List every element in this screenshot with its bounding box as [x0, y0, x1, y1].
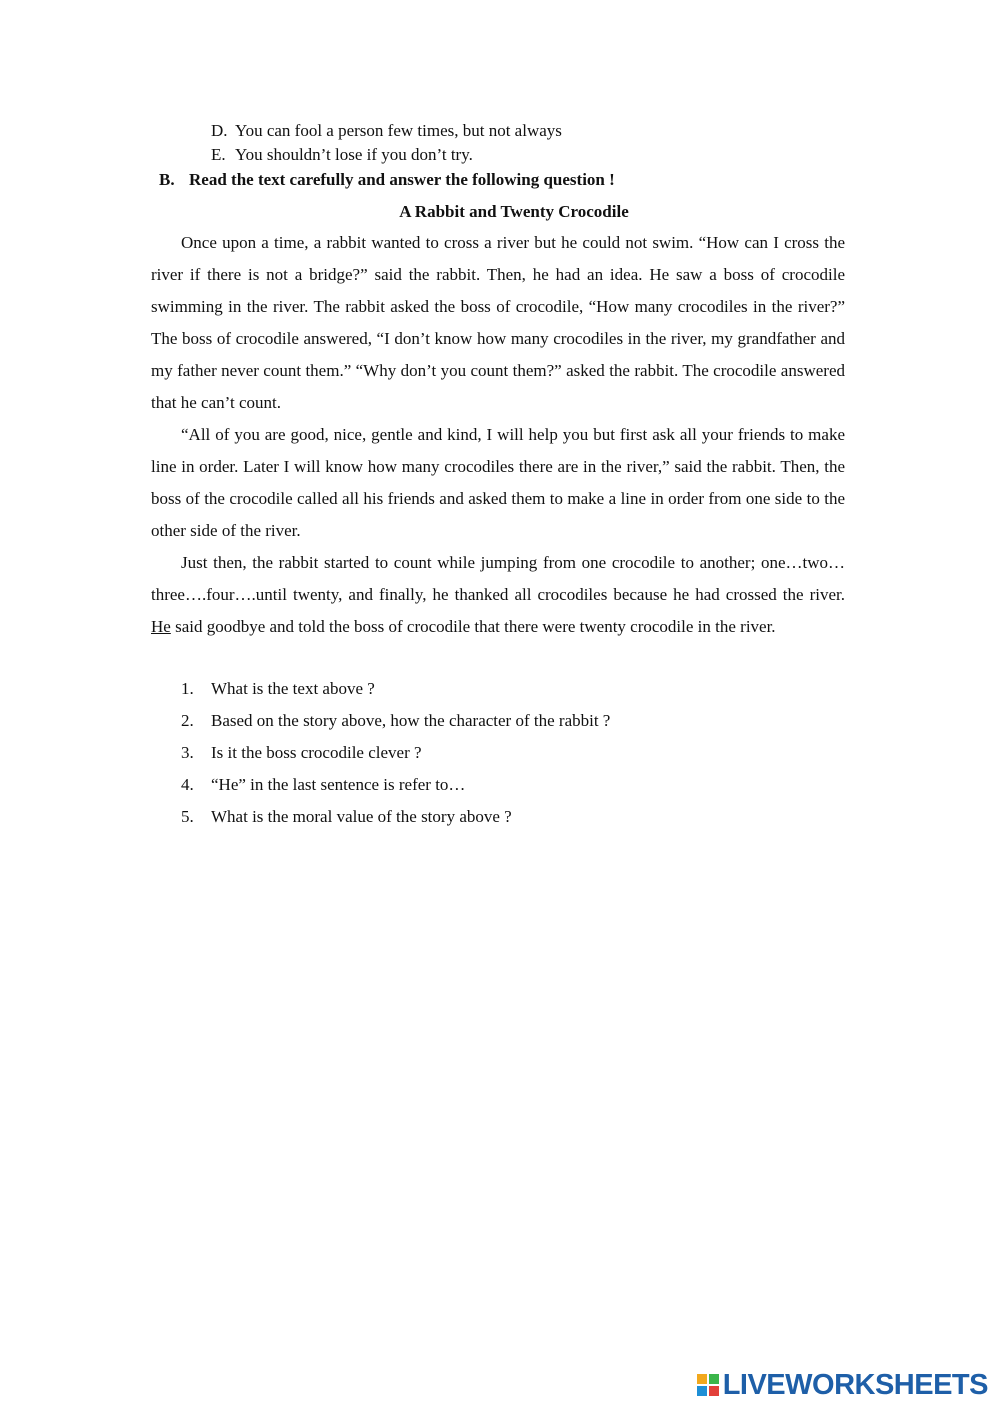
story-paragraph-2: “All of you are good, nice, gentle and kind, I will help you but first ask all your friends to make line in order. Later I will know how many crocodiles there are in the river,” said the rabbit. Then, the boss of the crocodile called all his friends and asked them to make a line in order from one side to the other side of the river.: [151, 425, 845, 540]
question-number: 1.: [181, 679, 194, 698]
question-text: Based on the story above, how the character of the rabbit ?: [211, 711, 611, 730]
option-letter: D.: [211, 121, 228, 140]
liveworksheets-logo-icon: [697, 1374, 719, 1396]
option-text: You can fool a person few times, but not always: [235, 121, 562, 140]
story-paragraph-1: Once upon a time, a rabbit wanted to cross a river but he could not swim. “How can I cross the river if there is not a bridge?” said the rabbit. Then, he had an idea. He saw a boss of crocodile swimming in the river. The rabbit asked the boss of crocodile, “How many crocodiles in the river?” The boss of crocodile answered, “I don’t know how many crocodiles in the river, my grandfather and my father never count them.” “Why don’t you count them?” asked the rabbit. The crocodile answered that he can’t count.: [151, 233, 845, 412]
option-e: [211, 143, 562, 167]
question-text: What is the text above ?: [211, 679, 375, 698]
brand-name: LIVEWORKSHEETS: [722, 1368, 988, 1401]
story-title: A Rabbit and Twenty Crocodile: [399, 202, 629, 221]
story-paragraph-3: [151, 547, 845, 643]
section-letter: B.: [159, 170, 175, 189]
question-number: 4.: [181, 775, 194, 794]
option-d: [211, 119, 562, 143]
liveworksheets-brand: [697, 1370, 988, 1400]
question-item: [181, 801, 610, 833]
question-number: 2.: [181, 711, 194, 730]
underlined-pronoun: He: [151, 617, 171, 636]
section-heading: [159, 168, 615, 192]
paragraph-3-end: said goodbye and told the boss of crocodile that there were twenty crocodile in the river.: [170, 617, 776, 636]
question-number: 3.: [181, 743, 194, 762]
question-text: Is it the boss crocodile clever ?: [211, 743, 422, 762]
question-text: “He” in the last sentence is refer to…: [211, 775, 466, 794]
question-item: [181, 737, 610, 769]
question-list: [181, 673, 610, 833]
section-instruction: Read the text carefully and answer the following question !: [189, 170, 615, 189]
option-letter: E.: [211, 145, 226, 164]
option-text: You shouldn’t lose if you don’t try.: [235, 145, 473, 164]
question-text: What is the moral value of the story above ?: [211, 807, 512, 826]
answer-options: [211, 119, 562, 167]
paragraph-3-start: Just then, the rabbit started to count while jumping from one crocodile to another; one…two…three….four….until twenty, and finally, he thanked all crocodiles because he had crossed the river.: [151, 553, 845, 604]
question-number: 5.: [181, 807, 194, 826]
story-text: [151, 227, 845, 643]
question-item: [181, 705, 610, 737]
question-item: [181, 769, 610, 801]
question-item: [181, 673, 610, 705]
